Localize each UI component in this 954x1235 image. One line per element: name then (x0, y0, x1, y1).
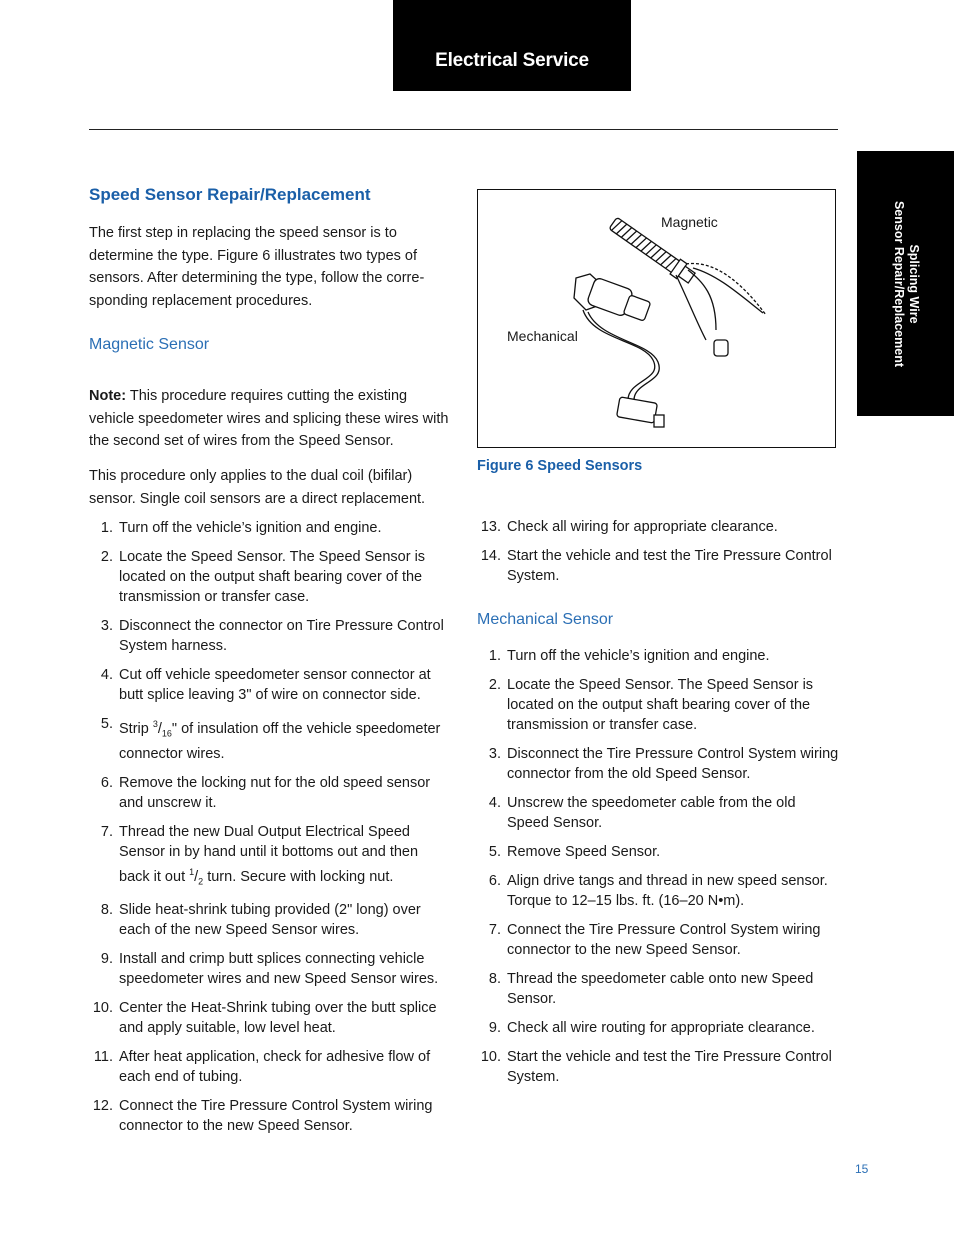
list-item (89, 665, 451, 705)
list-item (477, 744, 839, 784)
mechanical-steps-list (477, 646, 839, 1087)
list-item (477, 1047, 839, 1087)
step-text: Align drive tangs and thread in new speed sensor. Torque to 12–15 lbs. ft. (16–20 N•m). (507, 873, 828, 909)
step-number: 5. (100, 716, 113, 732)
list-item (89, 518, 451, 538)
list-item (89, 773, 451, 813)
list-item (89, 900, 451, 940)
side-tab-line1: Splicing Wire (906, 243, 921, 324)
step-text: Slide heat-shrink tubing provided (2" long) over each of the new Speed Sensor wires. (119, 902, 421, 939)
label-mechanical: Mechanical (507, 328, 578, 344)
step-text: Start the vehicle and test the Tire Pressure Control System. (507, 1049, 832, 1085)
step-text: Thread the speedometer cable onto new Speed Sensor. (507, 971, 814, 1007)
sensors-illustration (478, 190, 834, 446)
step-text-cont: turn. Secure with locking nut. (203, 868, 394, 885)
side-tab (857, 151, 954, 416)
step-number: 7. (100, 823, 113, 840)
step-text: Turn off the vehicle’s ignition and engine. (507, 648, 770, 664)
step-number: 10. (480, 1049, 501, 1065)
step-text: Cut off vehicle speedometer sensor connector at butt splice leaving 3" of wire on connector side. (119, 667, 431, 703)
step-number: 9. (100, 951, 113, 968)
step-text: Remove Speed Sensor. (507, 844, 661, 860)
step-text: Locate the Speed Sensor. The Speed Sensor is located on the output shaft bearing cover of the transmission or transfer case. (119, 549, 426, 605)
step-number: 4. (488, 795, 501, 811)
figure-caption: Figure 6 Speed Sensors (477, 458, 643, 474)
step-number: 2. (488, 677, 501, 693)
step-number: 8. (488, 971, 501, 987)
step-number: 9. (488, 1020, 501, 1036)
step-number: 11. (93, 1049, 113, 1066)
step-text-cont: " of insulation off the vehicle speedometer connector wires. (119, 720, 441, 762)
magnetic-steps-list (89, 518, 451, 1136)
list-item (477, 920, 839, 960)
applies-paragraph: This procedure only applies to the dual coil (bifilar) sensor. Single coil sensors are a direct replacement. (89, 468, 426, 507)
list-item (477, 675, 839, 735)
section-header-title: Electrical Service (435, 50, 589, 71)
list-item (89, 547, 451, 607)
page-number: 15 (855, 1162, 869, 1176)
figure-speed-sensors (477, 189, 836, 448)
list-item (89, 1096, 451, 1136)
list-item (89, 949, 451, 989)
step-number: 12. (92, 1098, 113, 1115)
step-text: Disconnect the connector on Tire Pressure Control System harness. (119, 618, 444, 654)
step-number: 14. (480, 548, 501, 564)
step-text: Check all wire routing for appropriate clearance. (507, 1020, 815, 1036)
side-tab-line2: Sensor Repair/Replacement (891, 200, 906, 367)
list-item: 5. Strip $^3/_{16}$" of insulation off the vehicle speedometer connector wires. (89, 714, 451, 764)
step-text: After heat application, check for adhesive flow of each end of tubing. (119, 1049, 431, 1086)
mechanical-sensor-drawing (574, 274, 664, 427)
step-text: Thread the new Dual Output Electrical Speed Sensor in by hand until it bottoms out and then back it out (119, 823, 419, 885)
list-item (89, 998, 451, 1038)
label-magnetic: Magnetic (661, 214, 718, 230)
note-paragraph (89, 385, 454, 453)
step-number: 1. (488, 648, 501, 664)
magnetic-sensor-heading: Magnetic Sensor (89, 336, 210, 353)
step-text: Strip (119, 720, 153, 737)
magnetic-steps-continued (477, 517, 839, 586)
fraction-denominator: 2 (198, 876, 204, 887)
step-text: Install and crimp butt splices connecting vehicle speedometer wires and new Speed Sensor wires. (119, 951, 439, 988)
fraction-numerator: 3 (152, 719, 158, 729)
step-number: 10. (92, 1000, 113, 1017)
step-text: Disconnect the Tire Pressure Control System wiring connector from the old Speed Sensor. (507, 746, 839, 782)
list-item (477, 517, 839, 537)
step-text: Unscrew the speedometer cable from the old Speed Sensor. (507, 795, 796, 831)
mechanical-sensor-heading: Mechanical Sensor (477, 611, 614, 628)
step-text: Turn off the vehicle’s ignition and engine. (119, 520, 382, 536)
fraction-denominator: 16 (161, 728, 172, 739)
intro-paragraph: The first step in replacing the speed sensor is to determine the type. Figure 6 illustrates two types of sensors. After determining the type, follow the corre-sponding replacement procedures. (89, 225, 425, 309)
list-item (477, 546, 839, 586)
step-text: Start the vehicle and test the Tire Pressure Control System. (507, 548, 832, 584)
step-text: Center the Heat-Shrink tubing over the butt splice and apply suitable, low level heat. (119, 1000, 437, 1037)
step-text: Connect the Tire Pressure Control System wiring connector to the new Speed Sensor. (507, 922, 821, 958)
step-number: 6. (100, 774, 113, 791)
step-number: 6. (488, 873, 501, 889)
list-item (477, 969, 839, 1009)
step-number: 8. (100, 902, 113, 919)
step-number: 5. (488, 844, 501, 860)
step-text: Locate the Speed Sensor. The Speed Sensor is located on the output shaft bearing cover of the transmission or transfer case. (507, 677, 814, 733)
list-item (477, 1018, 839, 1038)
list-item (477, 842, 839, 862)
list-item (89, 1047, 451, 1087)
step-number: 2. (100, 549, 113, 565)
step-number: 4. (100, 667, 113, 683)
list-item (477, 871, 839, 911)
step-number: 3. (100, 618, 113, 634)
list-item (477, 646, 839, 666)
step-text: Check all wiring for appropriate clearance. (507, 519, 778, 535)
step-number: 7. (488, 922, 501, 938)
step-number: 3. (488, 746, 501, 762)
step-text: Remove the locking nut for the old speed sensor and unscrew it. (119, 774, 431, 811)
step-text: Connect the Tire Pressure Control System wiring connector to the new Speed Sensor. (119, 1098, 433, 1135)
note-text: This procedure requires cutting the existing vehicle speedometer wires and splicing these wires with the second set of wires from the Speed Sensor. (89, 388, 449, 449)
step-number: 13. (480, 519, 501, 535)
header-rule (89, 129, 838, 130)
list-item (477, 793, 839, 833)
fraction-numerator: 1 (189, 866, 195, 877)
list-item: 7. Thread the new Dual Output Electrical Speed Sensor in by hand until it bottoms out and then back it out $^1/_2$ turn. Secure with locking nut. (89, 822, 451, 892)
step-number: 1. (100, 520, 113, 536)
list-item (89, 616, 451, 656)
section-header (393, 0, 631, 91)
magnetic-sensor-drawing (608, 216, 766, 356)
note-label: Note: (89, 388, 127, 404)
section-heading: Speed Sensor Repair/Replacement (89, 185, 371, 204)
